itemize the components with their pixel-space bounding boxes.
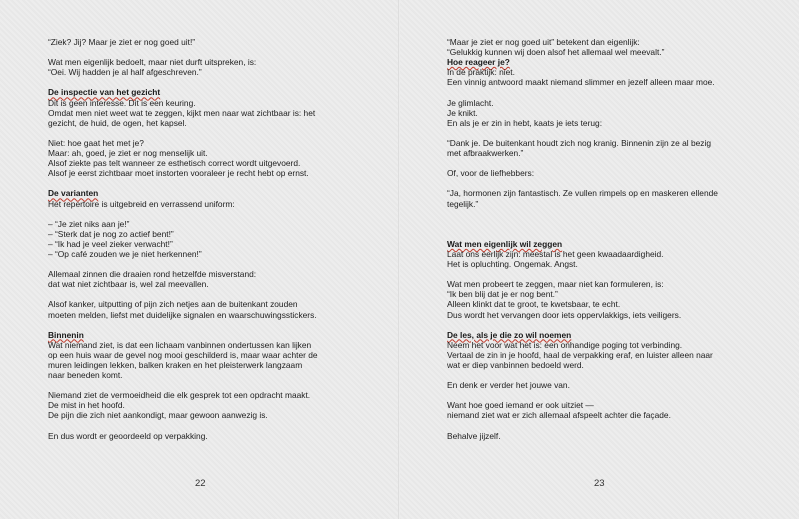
text-line: gezicht, de huid, de ogen, het kapsel. bbox=[48, 117, 187, 128]
text-line: Het repertoire is uitgebreid en verrassend uniform: bbox=[48, 198, 235, 209]
text-line: Alleen klinkt dat te groot, te kwetsbaar, te echt. bbox=[447, 299, 621, 310]
section-heading: De les, als je die zo wil noemen bbox=[447, 329, 572, 340]
text-line: Je knikt. bbox=[447, 107, 478, 118]
text-line: En als je er zin in hebt, kaats je iets terug: bbox=[447, 117, 603, 128]
text-line: muren leidingen lekken, balken kraken en het pleisterwerk langzaam bbox=[48, 360, 303, 370]
text-line: Of, voor de liefhebbers: bbox=[447, 168, 535, 179]
text-line: Alsof je eerst zichtbaar moet instorten vooraleer je recht hebt op ernst. bbox=[48, 168, 309, 179]
text-line: Dit is geen interesse. Dit is een keuring. bbox=[48, 97, 196, 108]
text-line bbox=[447, 219, 757, 229]
text-line: Niet: hoe gaat het met je? bbox=[48, 137, 144, 148]
text-line: Wat men probeert te zeggen, maar niet kan formuleren, is: bbox=[447, 279, 664, 290]
text-line: – “Je ziet niks aan je!” bbox=[48, 218, 130, 229]
text-line: Niemand ziet de vermoeidheid die elk gesprek tot een opdracht maakt. bbox=[48, 390, 311, 401]
text-line: Het is opluchting. Ongemak. Angst. bbox=[447, 259, 578, 270]
text-line: Dus wordt het vervangen door iets oppervlakkigs, iets veiligers. bbox=[447, 309, 682, 320]
text-line: moeten melden, liefst met duidelijke signalen en waarschuwingsstickers. bbox=[48, 309, 317, 320]
left-page bbox=[0, 0, 399, 519]
text-line: dat wat niet zichtbaar is, wel zal meevallen. bbox=[48, 279, 209, 290]
text-line: – “Sterk dat je nog zo actief bent!” bbox=[48, 228, 174, 239]
text-line: Maar: ah, goed, je ziet er nog menselijk uit. bbox=[48, 148, 208, 159]
text-line: wat er diep vanbinnen bedoeld werd. bbox=[447, 360, 584, 370]
text-line: Want hoe goed iemand er ook uitziet — bbox=[447, 400, 594, 411]
paragraph bbox=[48, 199, 353, 209]
text-line: Alsof kanker, uitputting of pijn zich netjes aan de buitenkant zouden bbox=[48, 299, 298, 310]
paragraph bbox=[447, 431, 757, 441]
text-line: “Oei. Wij hadden je al half afgeschreven.” bbox=[48, 67, 202, 78]
paragraph bbox=[48, 299, 353, 319]
right-page bbox=[400, 0, 799, 519]
page-number: 22 bbox=[195, 478, 206, 489]
right-page-text bbox=[447, 37, 757, 451]
text-line: In de praktijk: niet. bbox=[447, 67, 515, 78]
paragraph bbox=[447, 400, 757, 420]
text-line: “Dank je. De buitenkant houdt zich nog kranig. Binnenin zijn ze al bezig bbox=[447, 137, 711, 148]
paragraph bbox=[447, 67, 757, 87]
text-line: “Ik ben blij dat je er nog bent.” bbox=[447, 289, 558, 300]
text-line: “Gelukkig kunnen wij doen alsof het allemaal wel meevalt.” bbox=[447, 47, 665, 58]
text-line: En dus wordt er geoordeeld op verpakking. bbox=[48, 430, 208, 441]
text-line: En denk er verder het jouwe van. bbox=[447, 380, 570, 391]
paragraph bbox=[447, 380, 757, 390]
paragraph bbox=[447, 279, 757, 319]
page-number: 23 bbox=[594, 478, 605, 489]
text-line: Vertaal de zin in je hoofd, haal de verpakking eraf, en luister alleen naar bbox=[447, 349, 713, 360]
text-line: De pijn die zich niet aankondigt, maar gewoon aanwezig is. bbox=[48, 410, 268, 421]
text-line: Je glimlacht. bbox=[447, 97, 494, 108]
text-line: “Ja, hormonen zijn fantastisch. Ze vullen rimpels op en maskeren ellende bbox=[447, 188, 718, 199]
paragraph bbox=[48, 431, 353, 441]
paragraph bbox=[48, 219, 353, 259]
text-line: – “Ik had je veel zieker verwacht!” bbox=[48, 238, 173, 249]
paragraph bbox=[48, 269, 353, 289]
text-line: “Ziek? Jij? Maar je ziet er nog goed uit!” bbox=[48, 37, 196, 47]
text-line: Neem het voor wat het is: een onhandige poging tot verbinding. bbox=[447, 339, 683, 350]
paragraph bbox=[447, 37, 757, 57]
paragraph bbox=[48, 138, 353, 178]
section-heading: Hoe reageer je? bbox=[447, 57, 510, 68]
text-line: Een vinnig antwoord maakt niemand slimmer en jezelf alleen maar moe. bbox=[447, 77, 715, 88]
section-heading: De inspectie van het gezicht bbox=[48, 87, 161, 98]
paragraph bbox=[48, 98, 353, 128]
text-line: Omdat men niet weet wat te zeggen, kijkt men naar wat zichtbaar is: het bbox=[48, 107, 316, 118]
text-line: – “Op café zouden we je niet herkennen!” bbox=[48, 248, 202, 259]
paragraph bbox=[447, 340, 757, 370]
paragraph bbox=[48, 37, 353, 47]
text-line: “Maar je ziet er nog goed uit” betekent dan eigenlijk: bbox=[447, 37, 640, 47]
section-heading: Wat men eigenlijk wil zeggen bbox=[447, 238, 563, 249]
paragraph bbox=[447, 98, 757, 128]
text-line: tegelijk.” bbox=[447, 198, 479, 209]
text-line: op een huis waar de gevel nog mooi geschilderd is, maar waar achter de bbox=[48, 349, 318, 360]
paragraph bbox=[48, 57, 353, 77]
paragraph bbox=[447, 168, 757, 178]
paragraph bbox=[447, 138, 757, 158]
text-line: Allemaal zinnen die draaien rond hetzelfde misverstand: bbox=[48, 269, 257, 280]
text-line: Laat ons eerlijk zijn: meestal is het geen kwaadaardigheid. bbox=[447, 248, 664, 259]
paragraph bbox=[48, 340, 353, 380]
text-line: Wat niemand ziet, is dat een lichaam vanbinnen ondertussen kan lijken bbox=[48, 339, 312, 350]
paragraph bbox=[447, 249, 757, 269]
section-heading: Binnenin bbox=[48, 329, 84, 340]
section-heading: De varianten bbox=[48, 188, 99, 199]
text-line: met afbraakwerken.” bbox=[447, 148, 524, 159]
left-page-text bbox=[48, 37, 353, 451]
text-line: niemand ziet wat er zich allemaal afspeelt achter die façade. bbox=[447, 410, 671, 421]
text-line: De mist in het hoofd. bbox=[48, 400, 125, 411]
paragraph bbox=[447, 188, 757, 208]
text-line: Behalve jijzelf. bbox=[447, 430, 501, 441]
text-line: Alsof ziekte pas telt wanneer ze esthetisch correct wordt uitgevoerd. bbox=[48, 158, 301, 169]
text-line: Wat men eigenlijk bedoelt, maar niet durft uitspreken, is: bbox=[48, 57, 257, 68]
paragraph bbox=[447, 219, 757, 229]
text-line: naar beneden komt. bbox=[48, 370, 123, 381]
paragraph bbox=[48, 390, 353, 420]
